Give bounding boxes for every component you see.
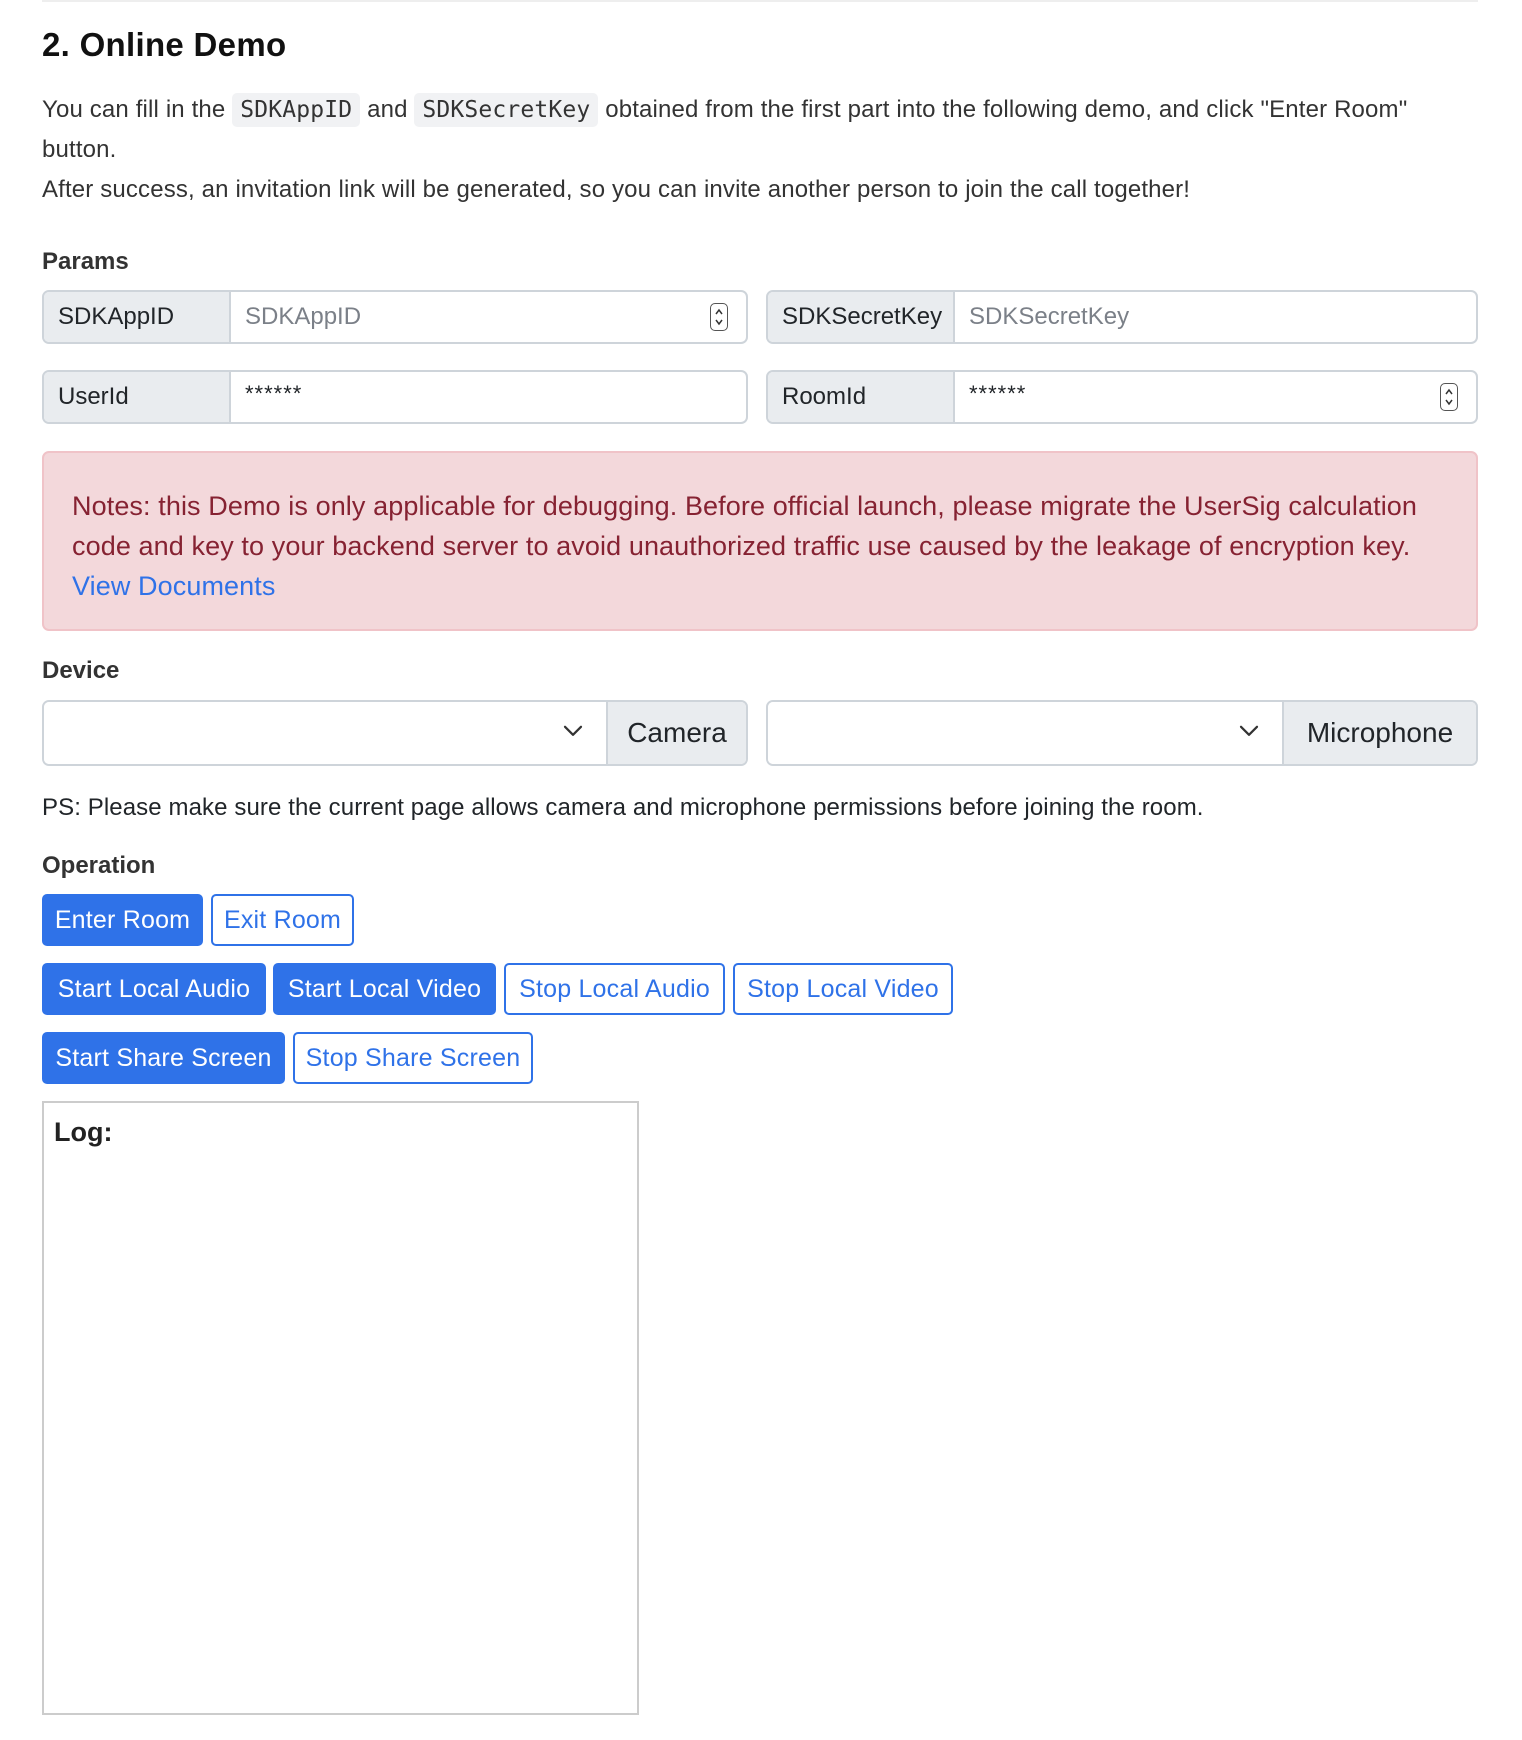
camera-select-group	[42, 700, 748, 766]
sdkappid-label: SDKAppID	[44, 292, 231, 342]
camera-label: Camera	[606, 702, 746, 764]
intro-part1: You can fill in the	[42, 96, 226, 123]
microphone-select[interactable]	[768, 702, 1282, 764]
operation-label: Operation	[42, 852, 156, 879]
exit-room-button[interactable]: Exit Room	[211, 894, 354, 946]
roomid-input[interactable]	[955, 372, 1476, 422]
intro-line-1	[42, 90, 1482, 170]
view-documents-link[interactable]: View Documents	[72, 571, 276, 601]
intro-part3: obtained from the first part into the following demo, and click "Enter Room" button.	[42, 96, 1408, 163]
device-label: Device	[42, 657, 120, 684]
sdksecretkey-group	[766, 290, 1478, 344]
code-sdkappid: SDKAppID	[232, 93, 360, 127]
spinner-icon[interactable]	[710, 303, 728, 331]
intro-part2: and	[367, 96, 408, 123]
permissions-note: PS: Please make sure the current page allows camera and microphone permissions before joining the room.	[42, 794, 1204, 821]
top-divider	[42, 0, 1478, 2]
userid-value: ******	[245, 381, 303, 406]
debug-warning-alert	[42, 451, 1478, 631]
stop-share-screen-button[interactable]: Stop Share Screen	[293, 1032, 533, 1084]
sdksecretkey-placeholder: SDKSecretKey	[969, 303, 1130, 330]
alert-text: Notes: this Demo is only applicable for debugging. Before official launch, please migrate the UserSig calculation code and key to your backend server to avoid unauthorized traffic use caused by the leakage of encryption key.	[72, 491, 1418, 561]
stop-local-audio-button[interactable]: Stop Local Audio	[504, 963, 725, 1015]
roomid-value: ******	[969, 381, 1027, 406]
microphone-label: Microphone	[1282, 702, 1476, 764]
start-local-video-button[interactable]: Start Local Video	[273, 963, 496, 1015]
chevron-down-icon	[1238, 720, 1260, 742]
sdkappid-placeholder: SDKAppID	[245, 303, 362, 330]
userid-input[interactable]	[231, 372, 746, 422]
sdkappid-group	[42, 290, 748, 344]
roomid-label: RoomId	[768, 372, 955, 422]
stop-local-video-button[interactable]: Stop Local Video	[733, 963, 953, 1015]
roomid-group	[766, 370, 1478, 424]
camera-select[interactable]	[44, 702, 606, 764]
start-local-audio-button[interactable]: Start Local Audio	[42, 963, 266, 1015]
start-share-screen-button[interactable]: Start Share Screen	[42, 1032, 285, 1084]
chevron-down-icon	[562, 720, 584, 742]
params-label: Params	[42, 248, 129, 275]
intro-line-2: After success, an invitation link will be generated, so you can invite another person to join the call together!	[42, 176, 1191, 203]
page-title: 2. Online Demo	[42, 26, 287, 63]
code-sdksecretkey: SDKSecretKey	[414, 93, 598, 127]
userid-label: UserId	[44, 372, 231, 422]
spinner-icon[interactable]	[1440, 383, 1458, 411]
userid-group	[42, 370, 748, 424]
intro-text	[42, 90, 1482, 210]
log-title: Log:	[54, 1117, 113, 1147]
sdksecretkey-label: SDKSecretKey	[768, 292, 955, 342]
sdksecretkey-input[interactable]	[955, 292, 1476, 342]
sdkappid-input[interactable]	[231, 292, 746, 342]
log-panel	[42, 1101, 639, 1715]
enter-room-button[interactable]: Enter Room	[42, 894, 203, 946]
microphone-select-group	[766, 700, 1478, 766]
